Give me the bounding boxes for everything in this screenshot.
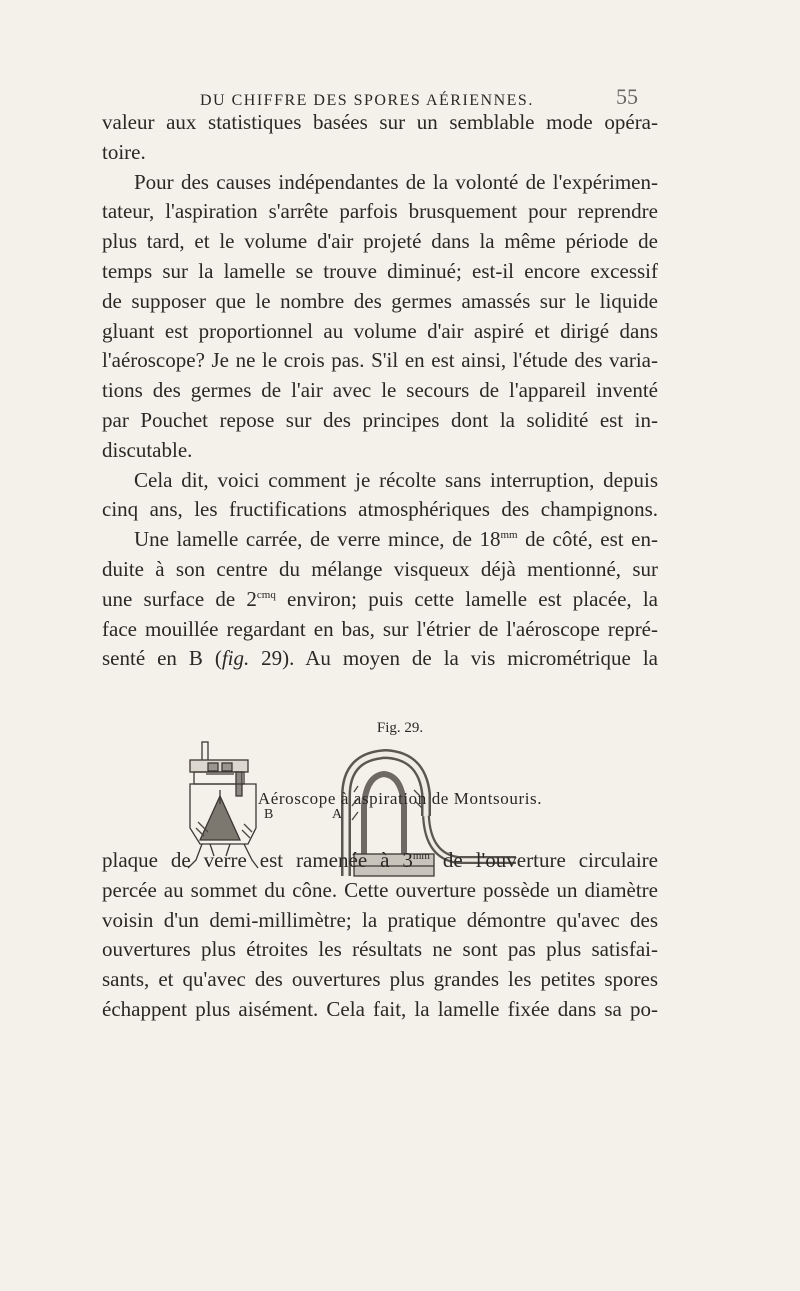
text-line: duite à son centre du mélange visqueux déjà mentionné, sur (102, 556, 658, 581)
text-line: par Pouchet repose sur des principes dont la solidité est in- (102, 407, 658, 432)
text-line: face mouillée regardant en bas, sur l'étrier de l'aéroscope repré- (102, 616, 658, 641)
text-line: discutable. (102, 437, 193, 462)
text-line: Une lamelle carrée, de verre mince, de $18^{mm}$ de côté, est en- (134, 527, 658, 552)
text-line: cinq ans, les fructifications atmosphériques des champignons. (102, 497, 658, 522)
text-line: gluant est proportionnel au volume d'air aspiré et dirigé dans (102, 318, 658, 343)
text-line: valeur aux statistiques basées sur un semblable mode opéra- (102, 110, 658, 134)
text-line: l'aéroscope? Je ne le crois pas. S'il en est ainsi, l'étude des varia- (102, 348, 658, 373)
text-line: tions des germes de l'air avec le secours de l'appareil inventé (102, 378, 658, 403)
body-text-bottom (102, 846, 658, 1025)
text-line: senté en B (fig. 29). Au moyen de la vis micrométrique la (102, 646, 658, 671)
page-number: 55 (616, 84, 638, 109)
text-line: voisin d'un demi-millimètre; la pratique démontre qu'avec des (102, 907, 658, 932)
text-line: tateur, l'aspiration s'arrête parfois brusquement pour reprendre (102, 199, 658, 224)
text-line: percée au sommet du cône. Cette ouverture possède un diamètre (102, 877, 658, 902)
text-line: Cela dit, voici comment je récolte sans interruption, depuis (134, 467, 658, 492)
text-line: plus tard, et le volume d'air projeté dans la même période de (102, 229, 658, 254)
text-line: temps sur la lamelle se trouve diminué; est-il encore excessif (102, 258, 658, 283)
text-line: Pour des causes indépendantes de la volonté de l'expérimen- (134, 169, 658, 194)
text-line: sants, et qu'avec des ouvertures plus grandes les petites spores (102, 967, 658, 992)
label-a: A (332, 807, 343, 822)
running-title: DU CHIFFRE DES SPORES AÉRIENNES. (200, 92, 534, 109)
text-line: toire. (102, 139, 146, 164)
text-line: ouvertures plus étroites les résultats ne sont pas plus satisfai- (102, 937, 658, 962)
text-line: une surface de $2^{cmq}$ environ; puis cette lamelle est placée, la (102, 586, 659, 611)
figure-title: Fig. 29. (376, 720, 424, 736)
text-line: de supposer que le nombre des germes amassés sur le liquide (102, 288, 658, 313)
text-line: plaque de verre est ramenée à $3^{mm}$ de l'ouverture circulaire (102, 848, 658, 872)
label-b: B (264, 807, 274, 822)
text-line: échappent plus aisément. Cela fait, la lamelle fixée dans sa po- (102, 996, 658, 1021)
body-text-top (102, 108, 658, 674)
figure-caption: Aéroscope à aspiration de Montsouris. (257, 789, 543, 808)
